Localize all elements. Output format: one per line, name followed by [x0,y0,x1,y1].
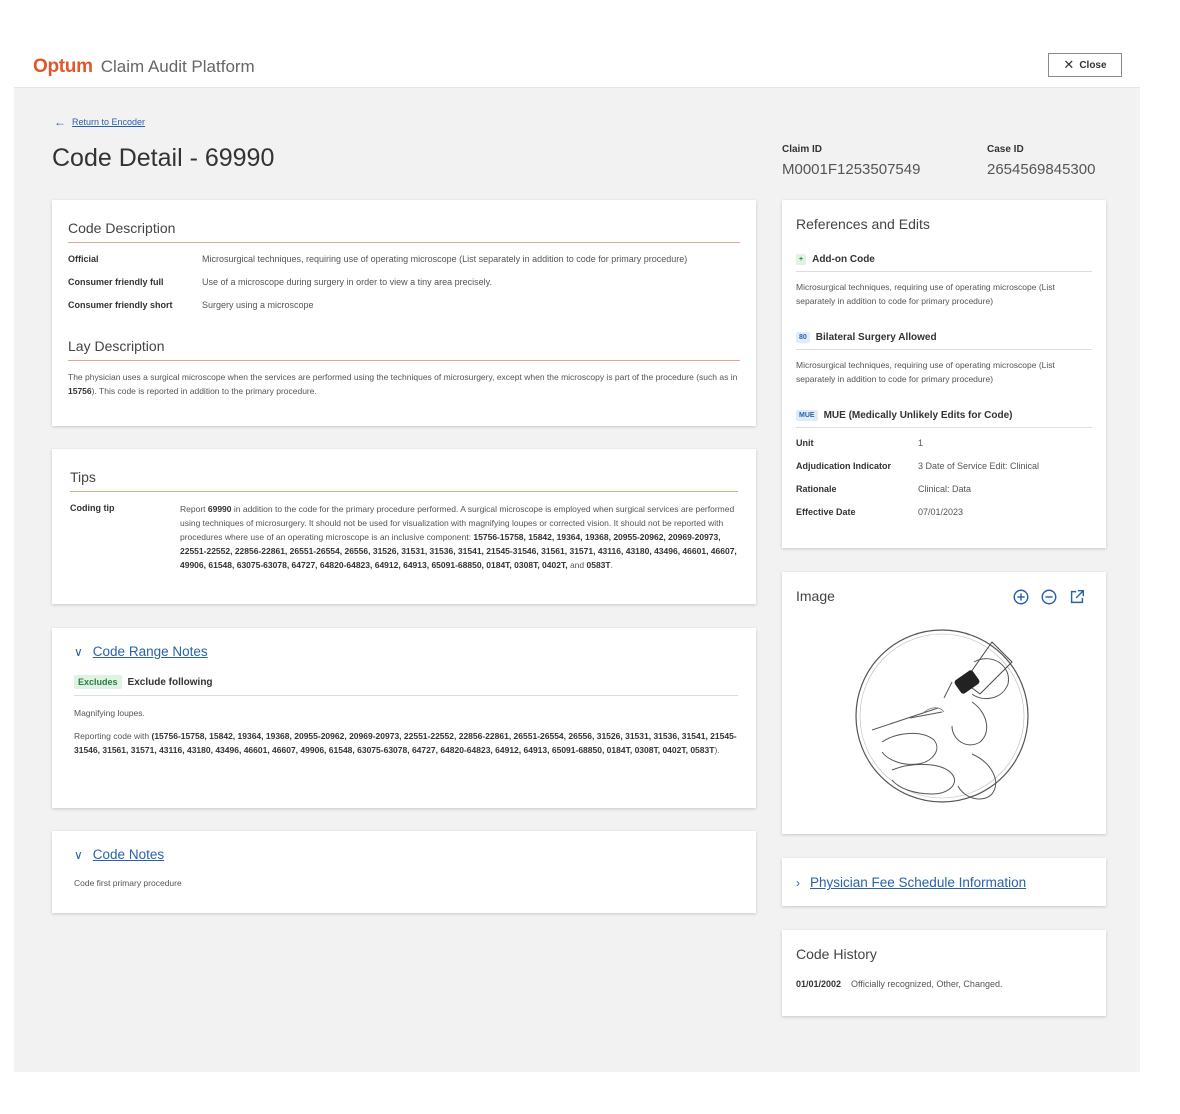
code-range-notes-card [52,628,756,808]
claim-id-value: M0001F1253507549 [782,161,921,178]
addon-badge: + [796,254,806,265]
divider [74,695,738,696]
excludes-line-1: Magnifying loupes. [74,708,145,718]
mue-row-rationale [796,483,1092,496]
tips-title: Tips [70,469,96,485]
description-row-consumer-short [68,299,740,312]
code-range-notes-toggle[interactable] [74,644,738,659]
image-card [782,572,1106,834]
addon-code-title: Add-on Code [812,254,875,265]
row-label: Consumer friendly short [68,300,173,310]
code-notes-card [52,831,756,913]
section-divider [68,242,740,243]
claim-id-label: Claim ID [782,144,823,155]
row-label: Effective Date [796,507,856,517]
fee-schedule-card [782,858,1106,906]
fee-schedule-toggle[interactable] [796,875,1092,890]
microsurgery-illustration [852,622,1032,812]
description-row-official [68,253,740,266]
return-link-label: Return to Encoder [72,117,146,127]
row-value: Use of a microscope during surgery in order to view a tiny area precisely. [202,277,492,287]
chevron-down-icon: ∨ [74,644,83,659]
section-divider [68,360,740,361]
arrow-left-icon: ← [54,115,66,129]
code-history-row [796,978,1092,991]
code-range-notes-title: Code Range Notes [92,644,208,659]
mue-badge: MUE [796,410,818,421]
code-notes-toggle[interactable] [74,847,738,862]
chevron-down-icon: ∨ [74,847,83,862]
mue-row-effective-date [796,506,1092,519]
lay-description-text: The physician uses a surgical microscope when the services are performed using the techniques of microsurgery, except when the microscopy is part of the procedure (such as in 15756). This code is reported in addition to the primary procedure. [68,372,738,396]
excludes-badge: Excludes [74,675,122,689]
coding-tip-label: Coding tip [70,503,115,513]
divider [796,349,1092,350]
zoom-in-icon[interactable] [1012,588,1030,606]
divider [796,427,1092,428]
mue-title: MUE (Medically Unlikely Edits for Code) [823,410,1013,421]
divider [796,271,1092,272]
chevron-right-icon: › [796,875,800,890]
row-label: Adjudication Indicator [796,461,892,471]
bilateral-text: Microsurgical techniques, requiring use of operating microscope (List separately in addition to code for primary procedure) [796,360,1055,384]
case-id-value: 2654569845300 [987,161,1096,178]
fee-schedule-title: Physician Fee Schedule Information [810,875,1027,890]
coding-tip-text: Report 69990 in addition to the code for the primary procedure performed. A surgical microscope is employed when surgical services are performed using techniques of microsurgery. It should not be used for visualization with magnifying loupes or corrected vision. It should not be reported with procedures where use of an operating microscope is an inclusive component: 15756-15758, 15842, 19364, 19368, 20955-20962, 20969-20973, 22551-22552, 22856-22861, 26551-26554, 26556, 31526, 31531, 31536, 31541, 21545-31546, 31561, 31571, 43116, 43180, 43496, 46601, 46607, 49906, 61548, 63075-63078, 64727, 64820-64823, 64912, 64913, 65091-68850, 0184T, 0308T, 0402T, and 0583T. [180,504,737,570]
bilateral-title: Bilateral Surgery Allowed [815,332,937,343]
references-title: References and Edits [796,216,930,232]
mue-rows [796,437,1092,519]
references-card [782,200,1106,548]
content-area [14,88,1140,1072]
return-to-encoder-link[interactable] [54,115,145,129]
row-label: Consumer friendly full [68,277,164,287]
image-toolbar [1012,588,1086,606]
code-history-title: Code History [796,946,877,962]
image-title: Image [796,588,835,604]
code-description-card [52,200,756,426]
open-external-icon[interactable] [1068,588,1086,606]
row-value: 1 [918,438,924,448]
history-text: Officially recognized, Other, Changed. [851,979,1003,989]
case-id-block [987,144,1095,178]
page-title: Code Detail - 69990 [52,144,275,172]
zoom-out-icon[interactable] [1040,588,1058,606]
description-rows [68,253,740,312]
history-date: 01/01/2002 [796,979,842,989]
close-button[interactable] [1048,53,1122,77]
lay-description-title: Lay Description [68,338,165,354]
optum-logo: Optum [33,56,93,77]
code-notes-title: Code Notes [92,847,165,862]
case-id-label: Case ID [987,144,1024,155]
code-description-title: Code Description [68,220,176,236]
bilateral-badge: 80 [796,332,810,343]
coding-tip-row [70,502,738,572]
code-notes-text: Code first primary procedure [74,878,182,888]
bilateral-header [796,332,1092,343]
excludes-header [74,675,738,689]
section-divider [70,491,738,492]
row-label: Official [68,254,99,264]
row-value: 07/01/2023 [918,507,964,517]
row-value: Surgery using a microscope [202,300,314,310]
addon-code-header [796,254,1092,265]
row-value: 3 Date of Service Edit: Clinical [918,461,1040,471]
claim-id-block [782,144,920,178]
mue-row-unit [796,437,1092,450]
row-label: Rationale [796,484,837,494]
brand [33,56,255,78]
top-bar [14,40,1140,88]
row-value: Microsurgical techniques, requiring use of operating microscope (List separately in addition to code for primary procedure) [202,254,688,264]
excludes-heading: Exclude following [127,676,213,688]
close-label: Close [1079,59,1107,71]
row-value: Clinical: Data [918,484,972,494]
row-label: Unit [796,438,814,448]
description-row-consumer-full [68,276,740,289]
close-icon: ✕ [1063,57,1075,72]
mue-header [796,410,1092,421]
app-name: Claim Audit Platform [100,57,255,76]
excludes-line-2: Reporting code with (15756-15758, 15842, 19364, 19368, 20955-20962, 20969-20973, 22551-22552, 22856-22861, 26551-26554, 26556, 31526, 31531, 31536, 31541, 21545-31546, 31561, 31571, 43116, 43180, 43496, 46601, 46607, 49906, 61548, 63075-63078, 64727, 64820-64823, 64912, 64913, 65091-68850, 0184T, 0308T, 0402T, 0583T). [74,731,737,755]
code-history-card [782,930,1106,1016]
addon-code-text: Microsurgical techniques, requiring use of operating microscope (List separately in addition to code for primary procedure) [796,282,1055,306]
mue-row-adjudication [796,460,1092,473]
tips-card [52,449,756,604]
